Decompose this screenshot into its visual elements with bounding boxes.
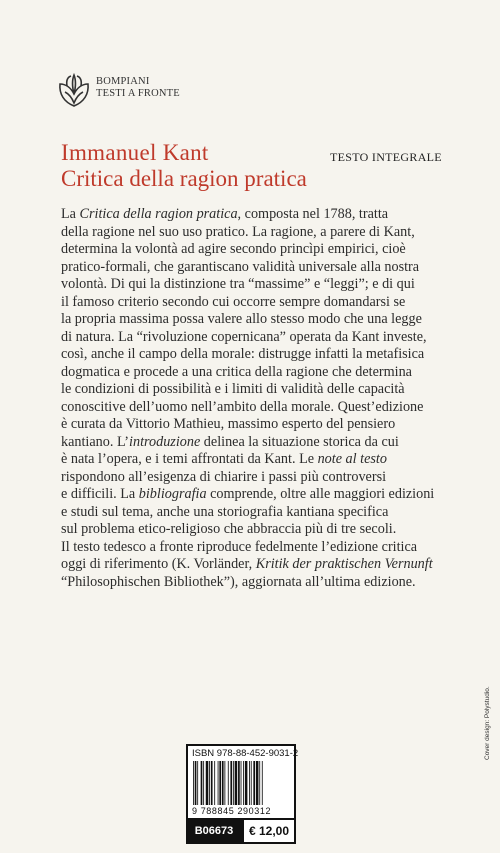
- description-text: dogmatica e procede a una critica della ragione che determina: [61, 363, 412, 380]
- barcode-bar: [233, 761, 234, 805]
- description-text: è curata da Vittorio Mathieu, massimo esperto del pensiero: [61, 416, 396, 432]
- description-line: [61, 486, 461, 504]
- description-italic: bibliografia: [138, 486, 207, 502]
- barcode-bar: [243, 761, 244, 805]
- description-line: [61, 241, 461, 259]
- description-text: La: [61, 206, 80, 222]
- barcode-bar: [256, 761, 259, 805]
- barcode-bar: [262, 761, 263, 805]
- description-line: [61, 416, 461, 434]
- description-text: volontà. Di qui la distinzione tra “massime” e “leggi”; e di qui: [61, 276, 415, 292]
- description-text: delinea la situazione storica da cui: [200, 433, 399, 450]
- barcode-bar: [238, 761, 240, 805]
- description-line: [61, 311, 461, 329]
- publisher-line-2: TESTI A FRONTE: [96, 88, 180, 99]
- barcode-bar: [206, 761, 209, 805]
- description-text: e studi sul tema, anche una storiografia kantiana specifica: [61, 503, 389, 520]
- cover-design-credit: Cover design: Polystudio.: [484, 686, 491, 760]
- bompiani-logo-icon: [54, 70, 94, 110]
- barcode-bar: [214, 761, 215, 805]
- barcode-bar: [209, 761, 210, 805]
- description-line: [61, 259, 461, 277]
- barcode-bar: [228, 761, 229, 805]
- description-line: [61, 434, 461, 452]
- description-text: e difficili. La: [61, 486, 139, 502]
- barcode-icon: [192, 761, 290, 805]
- description-line: [61, 294, 461, 312]
- description-text: sul problema etico-religioso che abbraccia più di tre secoli.: [61, 521, 397, 537]
- edition-label: TESTO INTEGRALE: [330, 150, 442, 164]
- description-text: le condizioni di possibilità e i limiti di validità delle capacità: [61, 381, 405, 397]
- description-text: Il testo tedesco a fronte riproduce fedelmente l’edizione critica: [61, 538, 418, 555]
- barcode-bar: [245, 761, 248, 805]
- barcode-bar: [219, 761, 221, 805]
- product-code: B06673: [186, 818, 242, 844]
- barcode-bar: [235, 761, 238, 805]
- barcode-bar: [193, 761, 194, 805]
- description-line: [61, 504, 461, 522]
- description-italic: Critica della ragion pratica: [79, 206, 238, 222]
- description-italic: introduzione: [129, 433, 201, 450]
- ean-digits: 9 788845 290312: [192, 806, 272, 816]
- description-text: pratico-formali, che garantiscano validità universale alla nostra: [61, 258, 420, 275]
- description-line: [61, 574, 461, 592]
- barcode-bar: [197, 761, 198, 805]
- description-text: conoscitive dell’uomo nell’ambito della morale. Quest’edizione: [61, 398, 424, 415]
- description-text: della ragione nel suo uso pratico. La ragione, a parere di Kant,: [61, 223, 415, 240]
- description-line: [61, 521, 461, 539]
- description-line: [61, 276, 461, 294]
- description-line: [61, 329, 461, 347]
- barcode-bar: [241, 761, 242, 805]
- description-line: [61, 364, 461, 382]
- barcode-bar: [201, 761, 203, 805]
- description-line: [61, 399, 461, 417]
- description-line: [61, 224, 461, 242]
- description-line: [61, 556, 461, 574]
- description-line: [61, 539, 461, 557]
- description-italic: Kritik der praktischen Vernunft: [255, 556, 433, 572]
- barcode-bar: [259, 761, 260, 805]
- barcode-bar: [203, 761, 204, 805]
- description-text: determina la volontà ad agire secondo princìpi empirici, cioè: [61, 241, 406, 257]
- description-text: di natura. La “rivoluzione copernicana” operata da Kant investe,: [61, 328, 427, 345]
- publisher-name: [96, 76, 180, 100]
- publisher-line-1: BOMPIANI: [96, 76, 150, 87]
- description-text: così, anche il campo della morale: distrugge infatti la metafisica: [61, 346, 425, 362]
- isbn-number: ISBN 978-88-452-9031-2: [192, 748, 299, 759]
- author-name: Immanuel Kant: [61, 140, 209, 165]
- description-line: [61, 206, 461, 224]
- description-text: , composta nel 1788, tratta: [237, 206, 389, 222]
- back-cover-description: [61, 206, 461, 591]
- description-line: [61, 469, 461, 487]
- barcode-bar: [230, 761, 232, 805]
- description-text: comprende, oltre alle maggiori edizioni: [206, 486, 435, 502]
- description-text: il famoso criterio secondo cui occorre sempre domandarsi se: [61, 293, 406, 310]
- barcode-panel: [186, 744, 299, 826]
- barcode-bar: [211, 761, 213, 805]
- barcode-bar: [224, 761, 225, 805]
- description-text: oggi di riferimento (K. Vorländer,: [61, 556, 256, 572]
- description-line: [61, 381, 461, 399]
- barcode-bar: [195, 761, 197, 805]
- description-text: la propria massima possa valere allo stesso modo che una legge: [61, 311, 422, 327]
- book-title: Critica della ragion pratica: [61, 166, 307, 191]
- description-text: “Philosophischen Bibliothek”), aggiornata all’ultima edizione.: [61, 573, 416, 590]
- barcode-bar: [222, 761, 224, 805]
- description-line: [61, 346, 461, 364]
- description-text: rispondono all’esigenza di chiarire i passi più controversi: [61, 468, 387, 485]
- description-line: [61, 451, 461, 469]
- description-text: kantiano. L’: [61, 433, 130, 450]
- description-italic: note al testo: [317, 451, 387, 467]
- barcode-bar: [218, 761, 219, 805]
- barcode-bar: [249, 761, 250, 805]
- barcode-bar: [253, 761, 255, 805]
- price-label: € 12,00: [242, 818, 296, 844]
- barcode-bar: [251, 761, 252, 805]
- description-text: è nata l’opera, e i temi affrontati da Kant. Le: [61, 451, 318, 467]
